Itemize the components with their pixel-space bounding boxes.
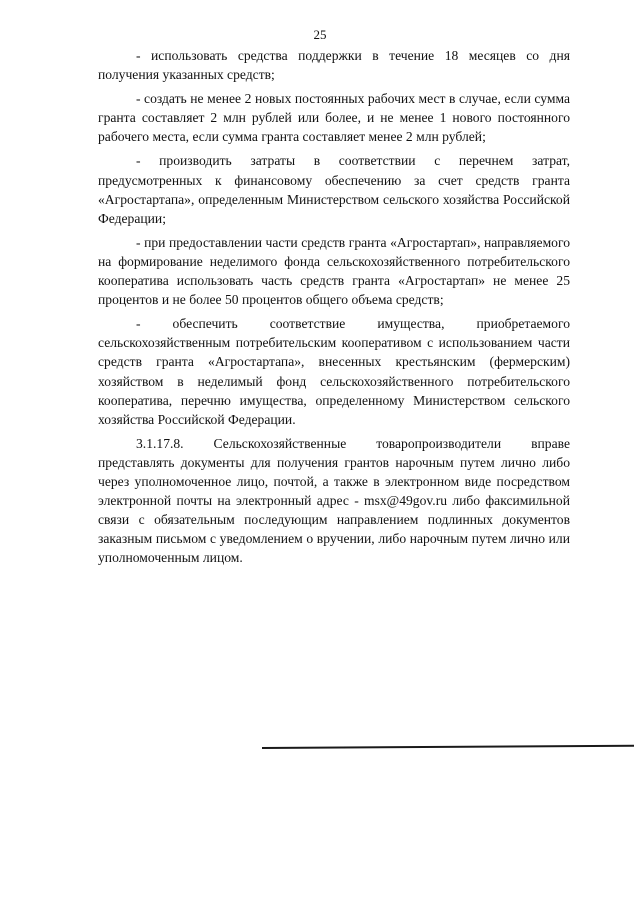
document-body (98, 46, 570, 572)
paragraph-support-funds-period: - использовать средства поддержки в течение 18 месяцев со дня получения указанных средств; (98, 48, 570, 83)
paragraph-create-jobs: - создать не менее 2 новых постоянных рабочих мест в случае, если сумма гранта составляет 2 млн рублей или более, и не менее 1 нового постоянного рабочего места, если сумма гранта составляет менее 2 млн рублей; (98, 91, 570, 145)
footer-divider-line (262, 745, 634, 749)
paragraph-indivisible-fund: - при предоставлении части средств гранта «Агростартап», направляемого на формирование неделимого фонда сельскохозяйственного потребительского кооператива использовать часть средств гранта «Агростартап» не менее 25 процентов и не более 50 процентов общего объема средств; (98, 234, 570, 308)
page-number: 25 (313, 27, 327, 42)
paragraph-expenses-list: - производить затраты в соответствии с перечнем затрат, предусмотренных к финансовому обеспечению за счет средств гранта «Агростартапа», определенным Министерством сельского хозяйства Российской Федерации; (98, 153, 570, 226)
paragraph-submission-methods: 3.1.17.8. Сельскохозяйственные товаропроизводители вправе представлять документы для получения грантов нарочным путем лично либо через уполномоченное лицо, почтой, а также в электронном виде посредством электронной почты на электронный адрес - msx@49gov.ru либо факсимильной связи с обязательным последующим направлением подлинных документов заказным письмом с уведомлением о вручении, либо нарочным путем лично или уполномоченным лицом. (98, 435, 570, 566)
paragraph-property-compliance: - обеспечить соответствие имущества, приобретаемого сельскохозяйственным потребительским кооперативом с использованием части средств гранта «Агростартапа», внесенных крестьянским (фермерским) хозяйством в неделимый фонд сельскохозяйственного потребительского кооператива, перечню имущества, определенному Министерством сельского хозяйства Российской Федерации. (98, 316, 570, 427)
